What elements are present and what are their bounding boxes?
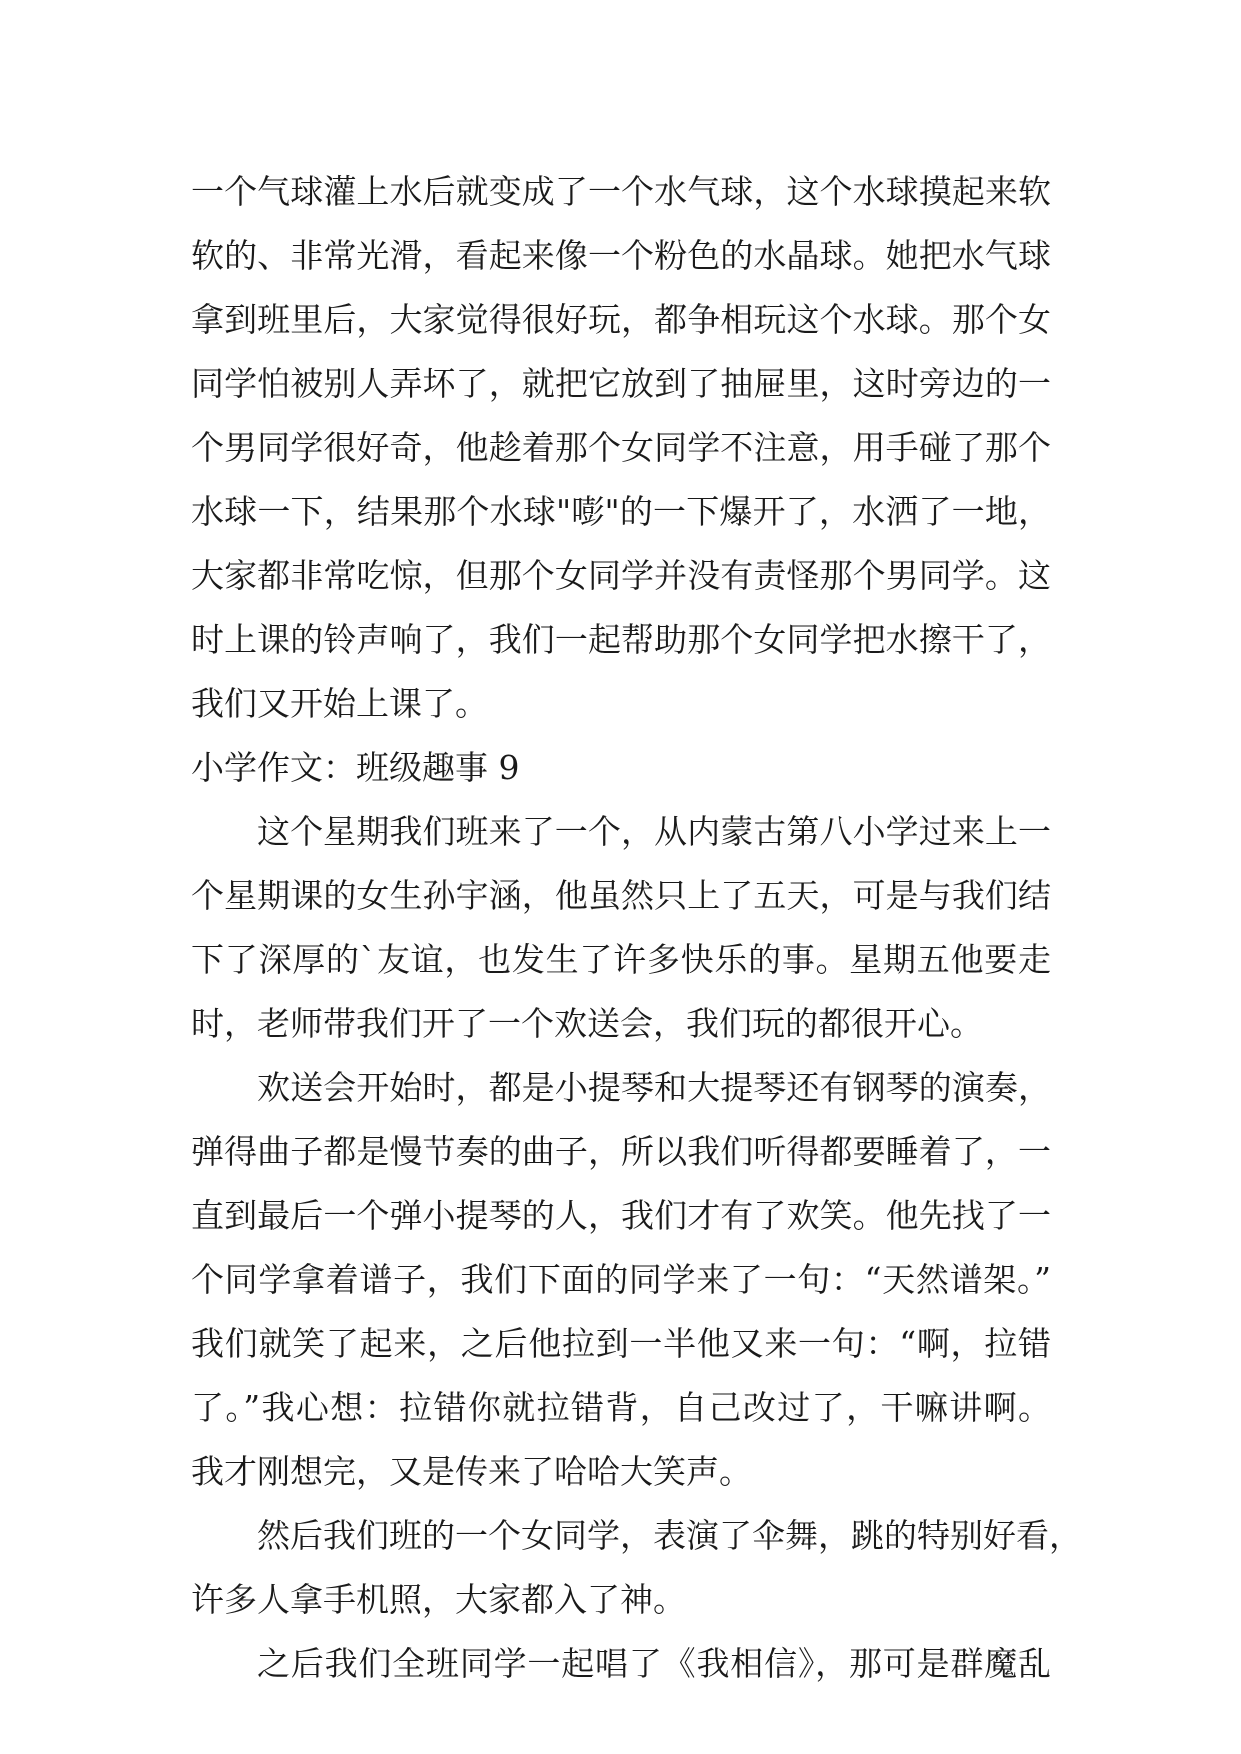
paragraph-first-line: 之后我们全班同学一起唱了《我相信》，那可是群魔乱 xyxy=(257,1644,1051,1683)
paragraph-first-line: 欢送会开始时，都是小提琴和大提琴还有钢琴的演奏， xyxy=(257,1068,1051,1107)
text-line: 大家都非常吃惊，但那个女同学并没有责怪那个男同学。这 xyxy=(191,556,1051,595)
text-line: 我们又开始上课了。 xyxy=(191,684,488,723)
text-line: 拿到班里后，大家觉得很好玩，都争相玩这个水球。那个女 xyxy=(191,300,1051,339)
text-line: 个男同学很好奇，他趁着那个女同学不注意，用手碰了那个 xyxy=(191,428,1051,467)
text-line: 了。”我心想：拉错你就拉错背，自己改过了，干嘛讲啊。 xyxy=(191,1388,1051,1427)
paragraph-first-line: 这个星期我们班来了一个，从内蒙古第八小学过来上一 xyxy=(257,812,1051,851)
text-line: 直到最后一个弹小提琴的人，我们才有了欢笑。他先找了一 xyxy=(191,1196,1051,1235)
text-line: 个同学拿着谱子，我们下面的同学来了一句：“天然谱架。” xyxy=(191,1260,1051,1299)
text-line: 许多人拿手机照，大家都入了神。 xyxy=(191,1580,686,1619)
text-line: 我们就笑了起来，之后他拉到一半他又来一句：“啊，拉错 xyxy=(191,1324,1051,1363)
text-line: 水球一下，结果那个水球"嘭"的一下爆开了，水洒了一地， xyxy=(191,492,1051,531)
paragraph-first-line: 然后我们班的一个女同学，表演了伞舞，跳的特别好看， xyxy=(257,1516,1082,1555)
text-line: 同学怕被别人弄坏了，就把它放到了抽屉里，这时旁边的一 xyxy=(191,364,1051,403)
text-line: 时上课的铃声响了，我们一起帮助那个女同学把水擦干了， xyxy=(191,620,1051,659)
text-line: 一个气球灌上水后就变成了一个水气球，这个水球摸起来软 xyxy=(191,172,1051,211)
text-line: 下了深厚的`友谊，也发生了许多快乐的事。星期五他要走 xyxy=(191,940,1051,979)
text-line: 时，老师带我们开了一个欢送会，我们玩的都很开心。 xyxy=(191,1004,983,1043)
text-line: 软的、非常光滑，看起来像一个粉色的水晶球。她把水气球 xyxy=(191,236,1051,275)
text-line: 个星期课的女生孙宇涵，他虽然只上了五天，可是与我们结 xyxy=(191,876,1051,915)
document-page xyxy=(191,160,1082,1696)
section-heading: 小学作文：班级趣事 9 xyxy=(191,748,520,787)
text-line: 弹得曲子都是慢节奏的曲子，所以我们听得都要睡着了，一 xyxy=(191,1132,1051,1171)
text-line: 我才刚想完，又是传来了哈哈大笑声。 xyxy=(191,1452,752,1491)
